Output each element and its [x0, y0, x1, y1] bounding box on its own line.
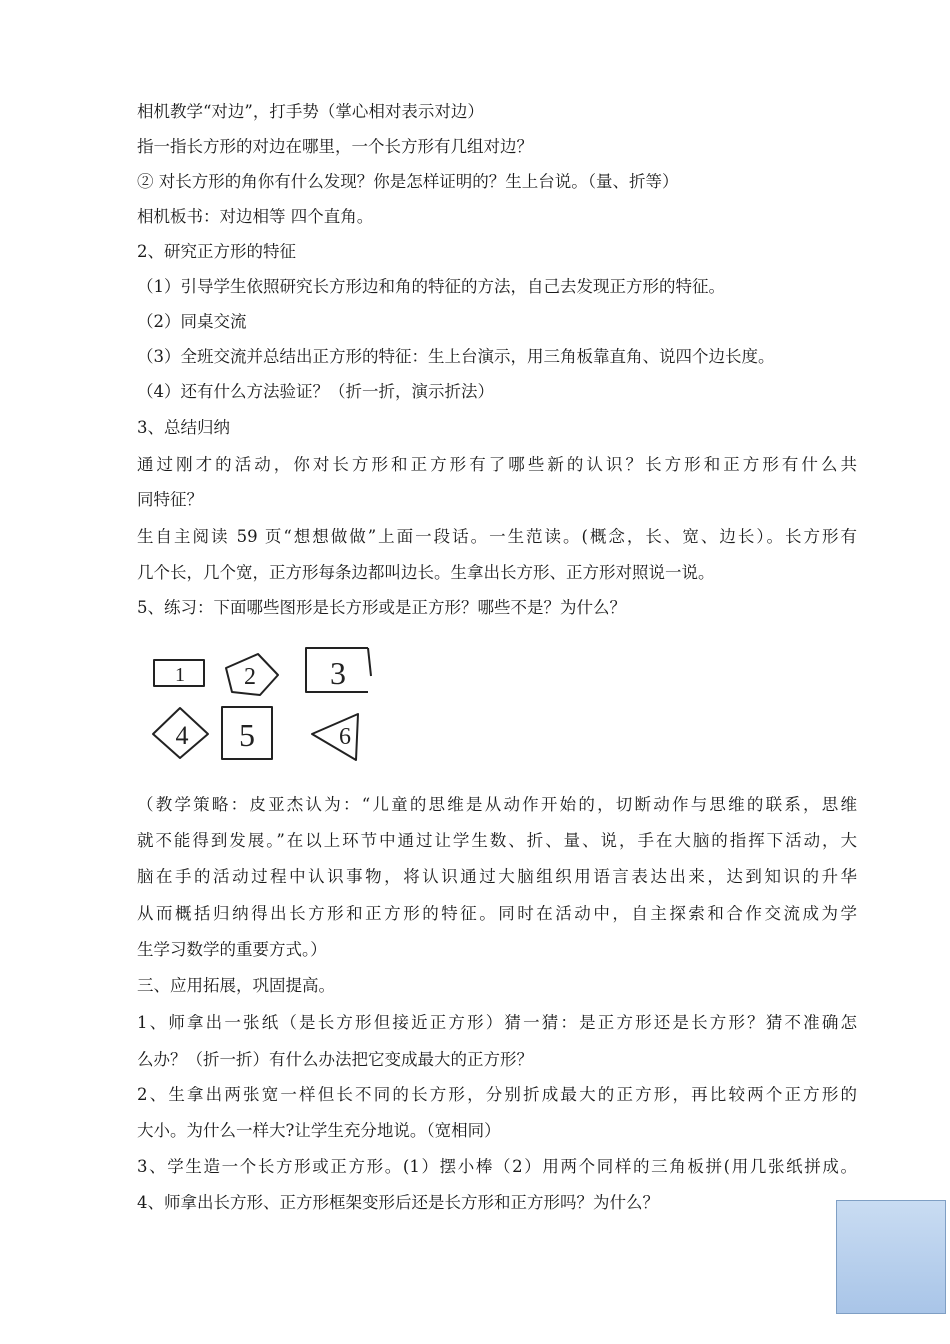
section-heading: 三、应用拓展，巩固提高。	[137, 976, 335, 995]
text-line: 4、师拿出长方形、正方形框架变形后还是长方形和正方形吗？为什么？	[137, 1193, 659, 1212]
blue-corner-box	[836, 1200, 946, 1314]
text-line: （4）还有什么方法验证？（折一折，演示折法）	[137, 382, 494, 401]
text-line: （3）全班交流并总结出正方形的特征：生上台演示，用三角板靠直角、说四个边长度。	[137, 347, 775, 366]
text-line: 相机板书：对边相等 四个直角。	[137, 207, 374, 226]
section-heading: 2、研究正方形的特征	[137, 242, 296, 261]
text-line: 3、学生造一个长方形或正方形。(1）摆小棒（2）用两个同样的三角板拼(用几张纸拼成。	[137, 1157, 857, 1176]
text-line: 指一指长方形的对边在哪里，一个长方形有几组对边？	[137, 137, 533, 156]
text-line: ② 对长方形的角你有什么发现？你是怎样证明的？生上台说。（量、折等）	[137, 172, 679, 191]
shape-label: 3	[330, 655, 346, 691]
text-line: （教学策略：皮亚杰认为：“儿童的思维是从动作开始的，切断动作与思维的联系，思维	[137, 795, 857, 814]
exercise-heading: 5、练习：下面哪些图形是长方形或是正方形？哪些不是？为什么？	[137, 598, 626, 617]
text-line: 从而概括归纳得出长方形和正方形的特征。同时在活动中，自主探索和合作交流成为学	[137, 904, 857, 923]
text-line: 通过刚才的活动，你对长方形和正方形有了哪些新的认识？长方形和正方形有什么共	[137, 455, 857, 474]
text-line: 1、师拿出一张纸（是长方形但接近正方形）猜一猜：是正方形还是长方形？猜不准确怎	[137, 1013, 857, 1032]
text-line: 同特征？	[137, 490, 203, 509]
text-line: （2）同桌交流	[137, 312, 247, 331]
text-line: （1）引导学生依照研究长方形边和角的特征的方法，自己去发现正方形的特征。	[137, 277, 725, 296]
shapes-figure	[140, 640, 380, 770]
text-line: 么办？（折一折）有什么办法把它变成最大的正方形？	[137, 1050, 533, 1069]
shape-label: 1	[175, 664, 185, 686]
section-heading: 3、总结归纳	[137, 418, 230, 437]
text-line: 2、生拿出两张宽一样但长不同的长方形，分别折成最大的正方形，再比较两个正方形的	[137, 1085, 857, 1104]
text-line: 生学习数学的重要方式。）	[137, 940, 327, 959]
text-line: 脑在手的活动过程中认识事物，将认识通过大脑组织用语言表达出来，达到知识的升华	[137, 867, 857, 886]
text-line: 几个长，几个宽，正方形每条边都叫边长。生拿出长方形、正方形对照说一说。	[137, 563, 715, 582]
shape-label: 2	[244, 664, 256, 690]
shape-label: 6	[339, 724, 351, 750]
shape-6-triangle	[312, 714, 358, 760]
shapes-drawing	[140, 640, 380, 770]
text-line: 相机教学“对边”，打手势（掌心相对表示对边）	[137, 102, 484, 121]
shape-label: 4	[175, 721, 189, 750]
text-line: 就不能得到发展。”在以上环节中通过让学生数、折、量、说，手在大脑的指挥下活动，大	[137, 831, 857, 850]
shape-label: 5	[239, 717, 255, 753]
text-line: 生自主阅读 59 页“想想做做”上面一段话。一生范读。(概念，长、宽、边长）。长方形有	[137, 527, 857, 546]
text-line: 大小。为什么一样大?让学生充分地说。（宽相同）	[137, 1121, 501, 1140]
